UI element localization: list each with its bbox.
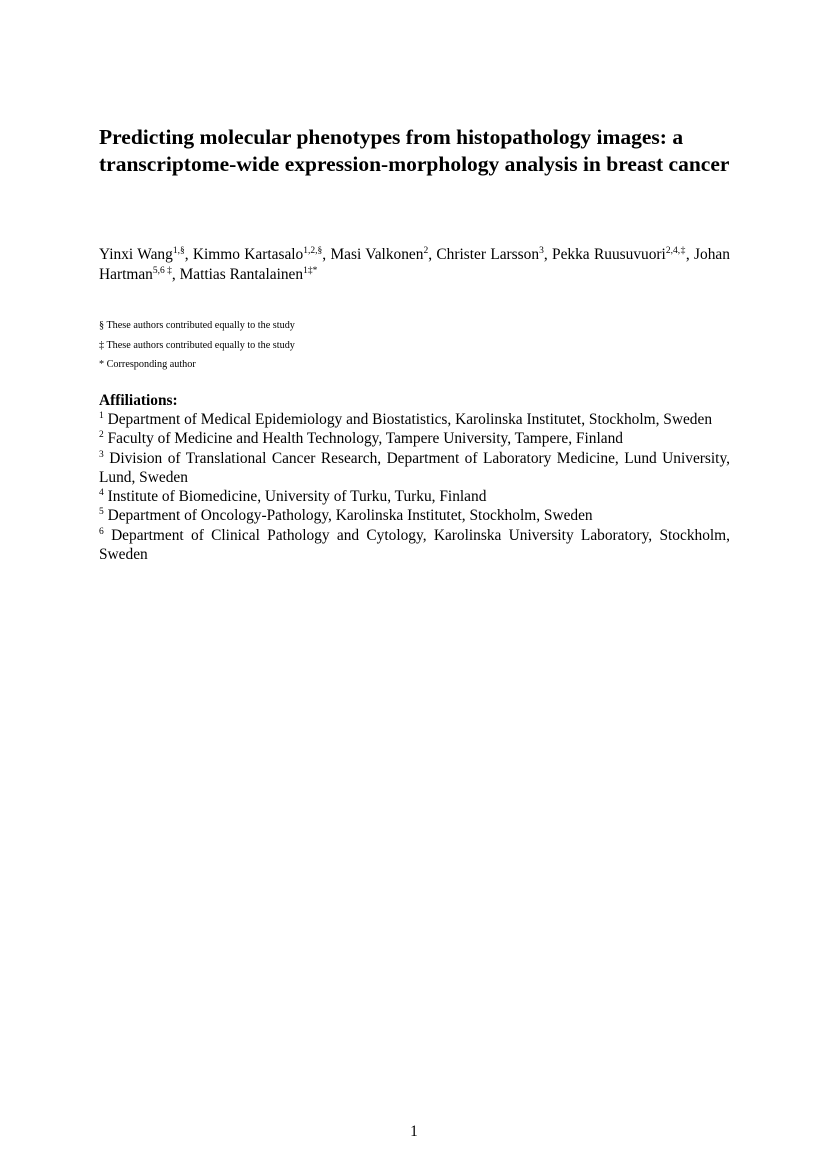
affiliation-text: Faculty of Medicine and Health Technology, Tampere University, Tampere, Finland [107, 430, 623, 448]
author-name: Masi Valkonen [330, 246, 424, 263]
affiliation-text: Division of Translational Cancer Research, Department of Laboratory Medicine, Lund University, Lund, Sweden [99, 449, 730, 486]
affiliation-item [99, 429, 730, 448]
author-name: Johan Hartman [99, 246, 730, 283]
author-note-equal-contribution-2: ‡ These authors contributed equally to the study [99, 339, 295, 351]
author-name: Christer Larsson [436, 246, 540, 263]
author-note-equal-contribution-1: § These authors contributed equally to the study [99, 320, 295, 331]
affiliation-number: 2 [99, 430, 104, 441]
affiliation-item [99, 487, 730, 506]
affiliation-item [99, 506, 730, 525]
author [99, 246, 193, 263]
author-affiliation-marks: 1,2,§ [303, 246, 323, 256]
affiliation-text: Institute of Biomedicine, University of Turku, Turku, Finland [107, 488, 487, 506]
affiliation-item [99, 449, 730, 488]
author [436, 246, 552, 263]
author [193, 246, 331, 263]
affiliation-item [99, 526, 730, 565]
affiliation-number: 5 [99, 507, 104, 518]
affiliation-text: Department of Medical Epidemiology and Biostatistics, Karolinska Institutet, Stockholm, Sweden [107, 411, 713, 428]
page-number: 1 [410, 1123, 418, 1140]
author [552, 246, 694, 263]
author-note-corresponding: * Corresponding author [99, 359, 196, 370]
author-separator: , [428, 246, 437, 263]
paper-title: Predicting molecular phenotypes from histopathology images: a transcriptome-wide expression-morphology analysis in breast cancer [99, 125, 730, 176]
affiliations-list [99, 410, 730, 564]
affiliation-text: Department of Clinical Pathology and Cytology, Karolinska University Laboratory, Stockholm, Sweden [99, 526, 730, 564]
author-name: Kimmo Kartasalo [192, 246, 304, 263]
author-separator: , [685, 246, 695, 263]
author-affiliation-marks: 2,4,‡ [665, 246, 686, 256]
affiliation-item [99, 410, 730, 429]
author-separator: , [322, 246, 331, 263]
author-affiliation-marks: 3 [539, 246, 544, 256]
author-separator: , [184, 246, 193, 263]
affiliation-number: 6 [99, 526, 104, 537]
affiliation-number: 3 [99, 449, 104, 460]
affiliation-text: Department of Oncology-Pathology, Karolinska Institutet, Stockholm, Sweden [107, 507, 593, 525]
author-separator: , [171, 266, 180, 283]
author-affiliation-marks: 1,§ [172, 246, 185, 256]
author-notes [99, 316, 730, 375]
author [180, 266, 318, 283]
author-separator: , [543, 246, 553, 263]
author-name: Yinxi Wang [99, 246, 173, 263]
author-affiliation-marks: 5,6 ‡ [152, 266, 172, 276]
author [330, 246, 436, 263]
affiliation-number: 1 [99, 411, 104, 421]
affiliation-number: 4 [99, 488, 104, 499]
author-name: Mattias Rantalainen [179, 266, 304, 283]
author-affiliation-marks: 1‡* [303, 266, 318, 276]
author-affiliation-marks: 2 [423, 246, 429, 256]
author-name: Pekka Ruusuvuori [552, 246, 666, 263]
affiliations-heading: Affiliations: [99, 392, 178, 409]
author-list [99, 245, 730, 285]
